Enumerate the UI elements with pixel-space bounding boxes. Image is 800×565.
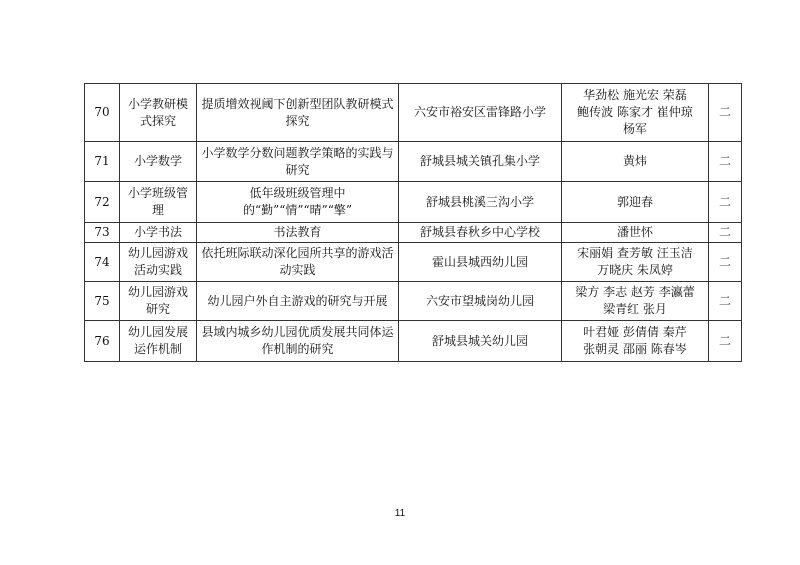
row-unit: 六安市裕安区雷锋路小学 <box>399 84 562 142</box>
row-number: 76 <box>85 321 120 362</box>
row-title: 书法教育 <box>197 223 399 243</box>
row-unit: 舒城县城关镇孔集小学 <box>399 142 562 182</box>
row-number: 70 <box>85 84 120 142</box>
awards-table-body <box>85 84 742 362</box>
row-category: 小学数学 <box>120 142 197 182</box>
row-title: 提质增效视阈下创新型团队教研模式探究 <box>197 84 399 142</box>
row-number: 75 <box>85 282 120 321</box>
row-grade: 二 <box>709 321 742 362</box>
row-title: 小学数学分数问题教学策略的实践与研究 <box>197 142 399 182</box>
row-authors: 梁方 李志 赵芳 李瀛蕾 梁青红 张月 <box>562 282 709 321</box>
row-unit: 霍山县城西幼儿园 <box>399 243 562 282</box>
row-category: 幼儿园游戏活动实践 <box>120 243 197 282</box>
awards-table <box>84 83 742 362</box>
row-title: 依托班际联动深化园所共享的游戏活动实践 <box>197 243 399 282</box>
row-unit: 六安市望城岗幼儿园 <box>399 282 562 321</box>
row-authors: 叶君娅 彭倩倩 秦芹 张朝灵 邵丽 陈春岑 <box>562 321 709 362</box>
row-authors: 华劲松 施光宏 荣磊 鲍传波 陈家才 崔仲琼 杨军 <box>562 84 709 142</box>
row-number: 72 <box>85 182 120 223</box>
row-unit: 舒城县城关幼儿园 <box>399 321 562 362</box>
row-grade: 二 <box>709 84 742 142</box>
row-title: 县域内城乡幼儿园优质发展共同体运作机制的研究 <box>197 321 399 362</box>
row-title: 幼儿园户外自主游戏的研究与开展 <box>197 282 399 321</box>
row-number: 73 <box>85 223 120 243</box>
row-authors: 宋丽娟 查芳敏 汪玉洁 万晓庆 朱凤婷 <box>562 243 709 282</box>
row-grade: 二 <box>709 223 742 243</box>
table-row <box>85 223 742 243</box>
table-row <box>85 282 742 321</box>
row-grade: 二 <box>709 182 742 223</box>
row-authors: 潘世怀 <box>562 223 709 243</box>
row-grade: 二 <box>709 243 742 282</box>
row-category: 小学教研模式探究 <box>120 84 197 142</box>
row-number: 74 <box>85 243 120 282</box>
table-row <box>85 182 742 223</box>
row-category: 小学班级管理 <box>120 182 197 223</box>
row-unit: 舒城县春秋乡中心学校 <box>399 223 562 243</box>
row-category: 幼儿园发展运作机制 <box>120 321 197 362</box>
row-authors: 黄炜 <box>562 142 709 182</box>
page-number: 11 <box>394 508 406 519</box>
row-grade: 二 <box>709 142 742 182</box>
row-grade: 二 <box>709 282 742 321</box>
table-row <box>85 243 742 282</box>
row-title: 低年级班级管理中的“勤”“情”“晴”“擎” <box>197 182 399 223</box>
row-number: 71 <box>85 142 120 182</box>
row-authors: 郭迎春 <box>562 182 709 223</box>
table-row <box>85 84 742 142</box>
row-category: 幼儿园游戏研究 <box>120 282 197 321</box>
table-row <box>85 142 742 182</box>
table-row <box>85 321 742 362</box>
row-category: 小学书法 <box>120 223 197 243</box>
row-unit: 舒城县桃溪三沟小学 <box>399 182 562 223</box>
